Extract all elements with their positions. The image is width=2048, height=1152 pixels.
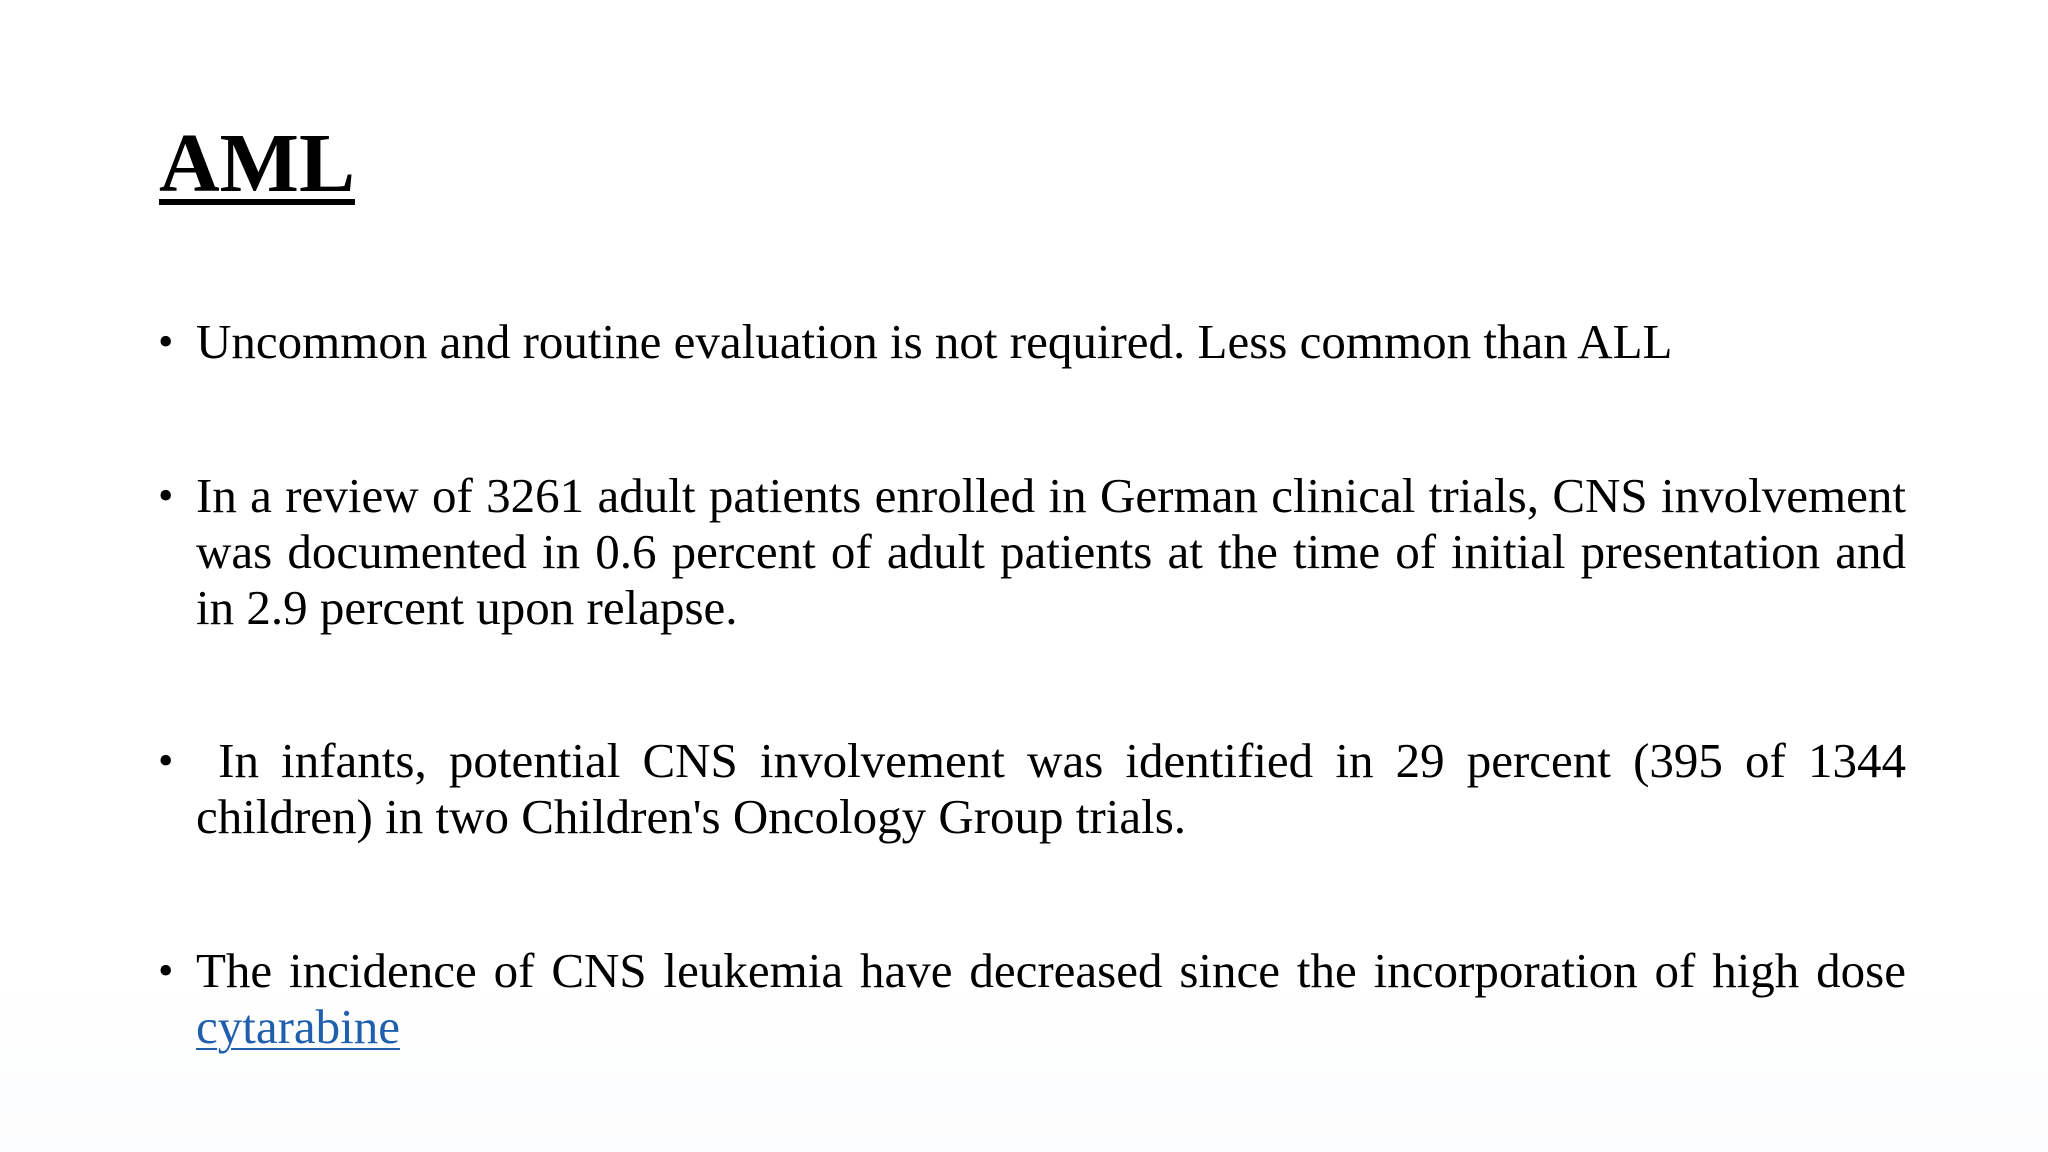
bullet-item (158, 314, 1906, 370)
bullet-icon: • (158, 946, 174, 995)
bullet-text: The incidence of CNS leukemia have decreased since the incorporation of high dose (196, 943, 1906, 998)
bullet-text: In a review of 3261 adult patients enrolled in German clinical trials, CNS involvement was documented in 0.6 percent of adult patients at the time of initial presentation and in 2.9 percent upon relapse. (196, 468, 1906, 635)
bullet-item (158, 943, 1906, 1055)
bullet-text: Uncommon and routine evaluation is not required. Less common than ALL (196, 314, 1673, 369)
slide-title: AML (159, 117, 355, 210)
bullet-text: In infants, potential CNS involvement was identified in 29 percent (395 of 1344 children) in two Children's Oncology Group trials. (196, 733, 1919, 844)
bullet-icon: • (158, 736, 174, 785)
bullet-icon: • (158, 317, 174, 366)
cytarabine-link[interactable]: cytarabine (196, 999, 401, 1054)
bullet-icon: • (158, 471, 174, 520)
bullet-item (158, 733, 1919, 845)
bullet-item (158, 468, 1906, 636)
